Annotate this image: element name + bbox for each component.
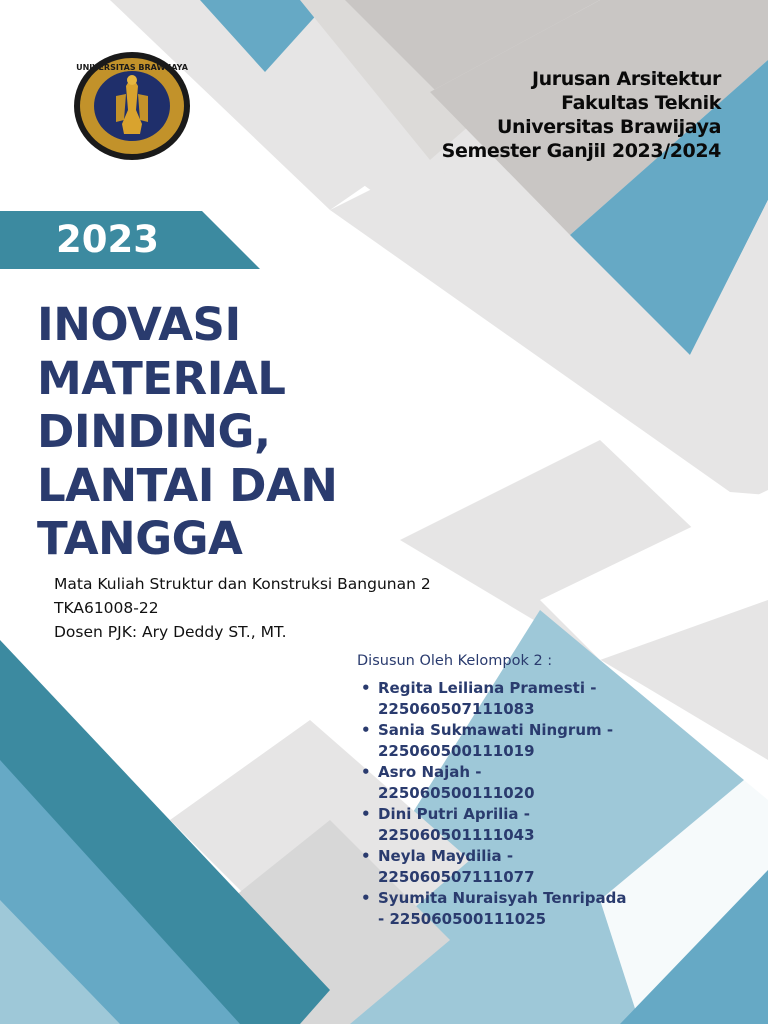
- svg-text:UNIVERSITAS BRAWIJAYA: UNIVERSITAS BRAWIJAYA: [76, 63, 188, 72]
- bullet-icon: •: [361, 721, 371, 739]
- bullet-icon: •: [361, 763, 371, 781]
- course-code: TKA61008-22: [54, 599, 159, 617]
- bullet-icon: •: [361, 679, 371, 697]
- year-label: 2023: [56, 218, 159, 261]
- title-line-5: TANGGA: [37, 512, 243, 565]
- member-name: Dini Putri Aprilia -: [378, 805, 530, 823]
- member-id: - 225060500111025: [378, 910, 547, 928]
- faculty-line: Fakultas Teknik: [561, 92, 721, 114]
- team-heading: Disusun Oleh Kelompok 2 :: [357, 653, 553, 669]
- member-name: Neyla Maydilia -: [378, 847, 514, 865]
- member-id: 225060501111043: [378, 826, 535, 844]
- member-list: [357, 678, 687, 930]
- document-title: [37, 298, 337, 566]
- title-line-3: DINDING,: [37, 405, 271, 458]
- university-line: Universitas Brawijaya: [496, 116, 721, 138]
- list-item: [357, 888, 687, 930]
- list-item: [357, 804, 687, 846]
- bullet-icon: •: [361, 847, 371, 865]
- member-name: Asro Najah -: [378, 763, 482, 781]
- bullet-icon: •: [361, 805, 371, 823]
- list-item: [357, 846, 687, 888]
- member-id: 225060500111019: [378, 742, 535, 760]
- title-line-2: MATERIAL: [37, 351, 286, 405]
- course-lecturer: Dosen PJK: Ary Deddy ST., MT.: [54, 623, 287, 641]
- university-logo-icon: [72, 50, 192, 162]
- member-id: 225060507111077: [378, 868, 535, 886]
- title-line-1: INOVASI: [37, 298, 241, 351]
- member-name: Regita Leiliana Pramesti -: [378, 679, 597, 697]
- semester-line: Semester Ganjil 2023/2024: [441, 140, 721, 162]
- department-line: Jurusan Arsitektur: [531, 68, 721, 90]
- institution-block: [442, 67, 721, 163]
- list-item: [357, 720, 687, 762]
- member-id: 225060500111020: [378, 784, 535, 802]
- member-id: 225060507111083: [378, 700, 535, 718]
- course-info: [54, 572, 431, 644]
- title-line-4: LANTAI DAN: [37, 458, 338, 512]
- course-name: Mata Kuliah Struktur dan Konstruksi Bangunan 2: [54, 575, 431, 593]
- bullet-icon: •: [361, 889, 371, 907]
- list-item: [357, 678, 687, 720]
- member-name: Syumita Nuraisyah Tenripada: [378, 889, 627, 907]
- member-name: Sania Sukmawati Ningrum -: [378, 721, 614, 739]
- list-item: [357, 762, 687, 804]
